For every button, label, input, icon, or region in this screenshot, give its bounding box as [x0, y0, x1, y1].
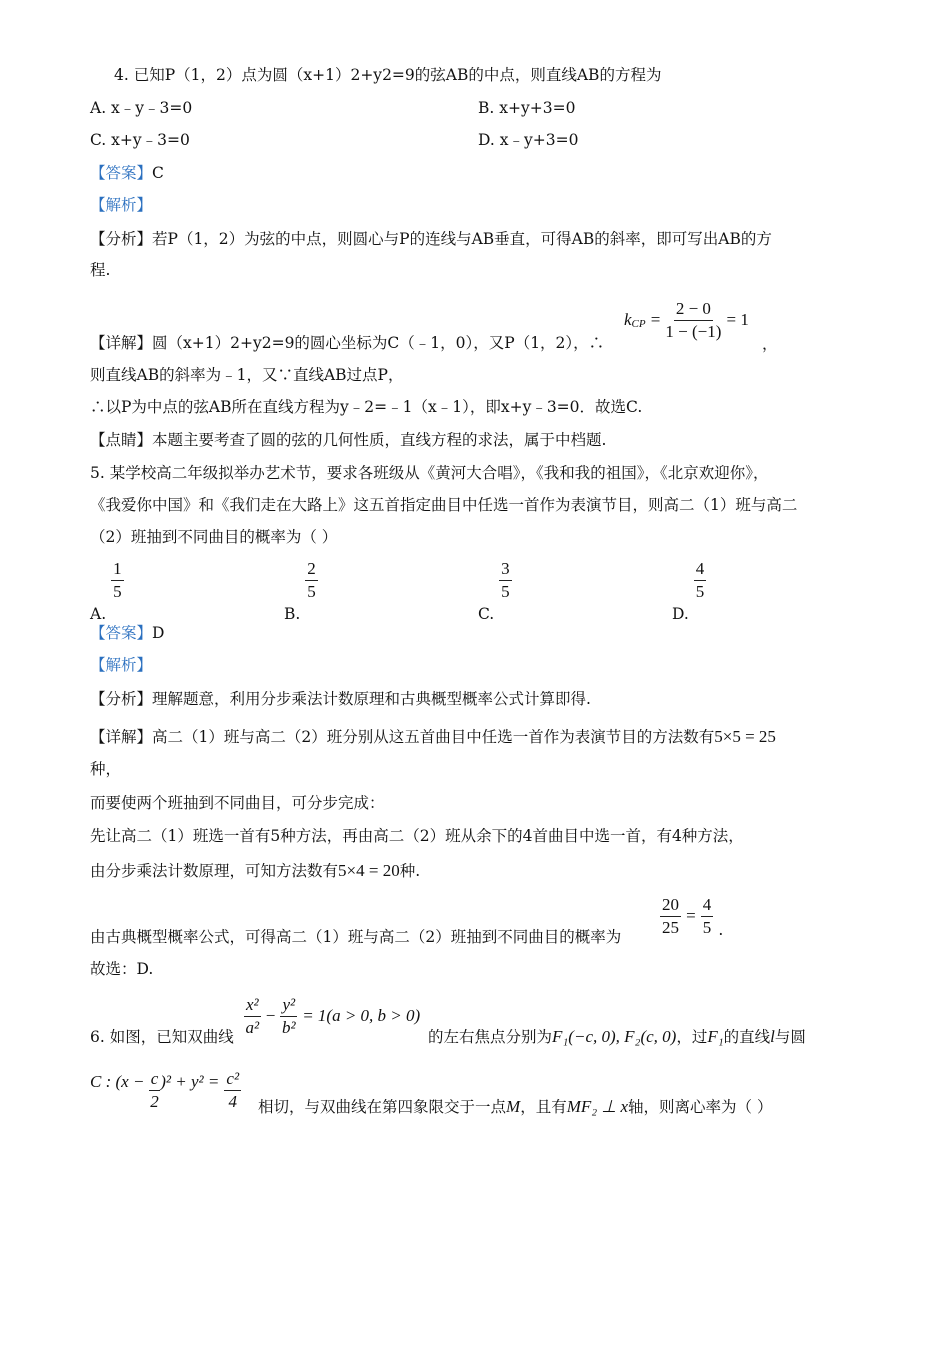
option-label: C.	[478, 604, 495, 623]
circle-r-fraction	[224, 1070, 241, 1111]
kcp-sub: CP	[631, 318, 646, 330]
hyp-minus: −	[265, 1006, 276, 1025]
q5-option-b	[284, 559, 318, 623]
q4-analysis-heading	[90, 194, 152, 216]
q4-stem-text: 4. 已知P（1，2）点为圆（x+1）2+y2=9的弦AB的中点，则直线AB的方程为	[114, 66, 662, 84]
detail-text: 由分步乘法计数原理，可知方法数有	[90, 862, 339, 880]
stem-mid2: ，过	[676, 1028, 708, 1046]
option-label: D.	[672, 604, 689, 623]
q5-stem-3: （2）班抽到不同曲目的概率为（ ）	[90, 528, 338, 546]
line-l: l	[770, 1027, 775, 1046]
stem-2a: 相切，与双曲线在第四象限交于一点	[258, 1098, 507, 1116]
detail-tag: 【详解】	[90, 728, 153, 746]
hyp-rest: = 1(a > 0, b > 0)	[302, 1006, 421, 1025]
q4-option-b: B. x+y+3=0	[478, 99, 576, 117]
detail-text-a: 圆（x+1）	[152, 334, 231, 352]
kcp-formula: kCP = $\frac{2 - 0}{1 - (-1)}$ = 1	[624, 299, 749, 341]
fraction-den: 5	[113, 582, 122, 601]
stem-mid: 的左右焦点分别为	[428, 1028, 553, 1046]
detail-text-b: 2+y2=9的圆心坐标为C（﹣1，0），又P（1，2），∴	[230, 334, 605, 352]
circle-c-fraction	[149, 1070, 161, 1111]
fraction-num: 20	[660, 896, 681, 917]
q4-option-a: A. x﹣y﹣3=0	[90, 99, 193, 117]
q5-detail-1	[90, 726, 776, 748]
q6-stem-line2	[258, 1096, 772, 1118]
circle-mid: )² + y² =	[160, 1072, 220, 1091]
fraction-num: c	[149, 1070, 161, 1091]
q5-detail-4: 先让高二（1）班选一首有5种方法，再由高二（2）班从余下的4首曲目中选一首，有4种方法，	[90, 827, 744, 845]
q5-conclusion: 故选：D.	[90, 960, 154, 978]
q5-option-c	[478, 559, 512, 623]
fenxi-tag: 【分析】	[90, 690, 153, 708]
circle-left: C : (x −	[90, 1072, 149, 1091]
option-label: B.	[284, 604, 301, 623]
q4-fenxi-cont: 程.	[90, 261, 111, 279]
option-fraction	[111, 560, 124, 601]
q4-dianjing	[90, 429, 606, 451]
stem-2c: 轴，则离心率为（ ）	[628, 1098, 773, 1116]
fenxi-text: 若P（1，2）为弦的中点，则圆心与P的连线与AB垂直，可得AB的斜率，即可写出AB的方	[152, 230, 772, 248]
hyp-fraction-y	[280, 996, 297, 1037]
fraction-den: 4	[228, 1092, 237, 1111]
fraction-den: 5	[307, 582, 316, 601]
fraction-num: 4	[701, 896, 714, 917]
prob-eq: =	[686, 906, 696, 925]
q4-option-d: D. x﹣y+3=0	[478, 131, 579, 149]
q4-detail-2: 则直线AB的斜率为﹣1，又∵直线AB过点P，	[90, 366, 404, 384]
stem-mid4: 与圆	[774, 1028, 806, 1046]
stem-2b: ，且有	[520, 1098, 567, 1116]
prob-formula	[660, 896, 723, 937]
dianjing-tag: 【点睛】	[90, 431, 153, 449]
kcp-k: k	[624, 310, 632, 329]
eq-20: 5×4 = 20	[338, 861, 400, 880]
answer-tag: 【答案】	[90, 164, 153, 182]
stem-mid3: 的直线	[723, 1028, 771, 1046]
fraction-num: y²	[280, 996, 297, 1017]
f1: F₁	[707, 1027, 724, 1046]
fraction-num: c²	[224, 1070, 241, 1091]
prob-fraction-2	[701, 896, 714, 937]
q4-option-c: C. x+y﹣3=0	[90, 131, 190, 149]
fraction-num: x²	[244, 996, 261, 1017]
option-fraction	[694, 560, 707, 601]
q4-detail-1	[90, 332, 604, 354]
detail-comma: ，	[762, 335, 778, 353]
q4-stem	[114, 64, 661, 86]
answer-value: D	[152, 624, 165, 642]
option-fraction	[305, 560, 318, 601]
fraction-num: 1	[111, 560, 124, 581]
q6-stem-line1-rest	[428, 1026, 806, 1048]
answer-tag: 【答案】	[90, 624, 153, 642]
kcp-fraction	[665, 300, 721, 341]
q5-option-d	[672, 559, 706, 623]
fraction-den: 5	[501, 582, 510, 601]
fraction-den: 2	[150, 1092, 159, 1111]
q5-option-a	[90, 559, 124, 623]
fenxi-text: 理解题意，利用分步乘法计数原理和古典概型概率公式计算即得.	[152, 690, 591, 708]
circle-equation	[90, 1070, 241, 1111]
mf2-perp: MF₂ ⊥ x	[566, 1097, 629, 1116]
q5-stem-1: 5. 某学校高二年级拟举办艺术节，要求各班级从《黄河大合唱》，《我和我的祖国》，《北京欢迎你》，	[90, 464, 769, 482]
point-m: M	[506, 1097, 521, 1116]
q5-analysis-heading	[90, 654, 152, 676]
fraction-den: 25	[662, 918, 679, 937]
answer-value: C	[152, 164, 164, 182]
option-fraction	[499, 560, 512, 601]
q5-answer	[90, 622, 164, 644]
fraction-num: 2	[305, 560, 318, 581]
fraction-den: 5	[695, 582, 705, 601]
fraction-den: a²	[245, 1018, 260, 1037]
kcp-denominator: 1 − (−1)	[665, 322, 722, 341]
analysis-tag: 【解析】	[90, 196, 153, 214]
detail-tag: 【详解】	[90, 334, 153, 352]
fenxi-tag: 【分析】	[90, 230, 153, 248]
q6-stem-start: 6. 如图，已知双曲线	[90, 1028, 234, 1046]
q5-fenxi	[90, 688, 591, 710]
foci: F₁(−c, 0), F₂(c, 0)	[552, 1027, 677, 1046]
detail-text: 高二（1）班与高二（2）班分别从这五首曲目中任选一首作为表演节目的方法数有	[152, 728, 715, 746]
kcp-result: = 1	[726, 310, 749, 329]
hyperbola-equation	[244, 996, 420, 1037]
fraction-num: 4	[694, 560, 707, 581]
fraction-den: 5	[702, 918, 712, 937]
eq-25: 5×5 = 25	[714, 727, 776, 746]
dianjing-text: 本题主要考查了圆的弦的几何性质，直线方程的求法，属于中档题.	[152, 431, 607, 449]
q4-detail-3: ∴以P为中点的弦AB所在直线方程为y﹣2=﹣1（x﹣1），即x+y﹣3=0．故选C.	[90, 398, 643, 416]
q5-detail-2: 种，	[90, 760, 122, 778]
prob-fraction-1	[660, 896, 681, 937]
option-label: A.	[90, 604, 107, 623]
q4-fenxi	[90, 228, 772, 250]
kcp-numerator: 2 − 0	[674, 300, 713, 321]
detail-text-end: 种.	[399, 862, 421, 880]
q5-detail-3: 而要使两个班抽到不同曲目，可分步完成：	[90, 794, 385, 812]
hyp-fraction-x	[244, 996, 261, 1037]
q4-answer	[90, 162, 164, 184]
prob-period: .	[718, 921, 724, 939]
fraction-num: 3	[499, 560, 512, 581]
fraction-den: b²	[281, 1018, 296, 1037]
q5-detail-5	[90, 860, 420, 882]
q5-detail-6: 由古典概型概率公式，可得高二（1）班与高二（2）班抽到不同曲目的概率为	[90, 928, 622, 946]
q5-stem-2: 《我爱你中国》和《我们走在大路上》这五首指定曲目中任选一首作为表演节目，则高二（1）班与高二	[90, 496, 798, 514]
analysis-tag: 【解析】	[90, 656, 153, 674]
